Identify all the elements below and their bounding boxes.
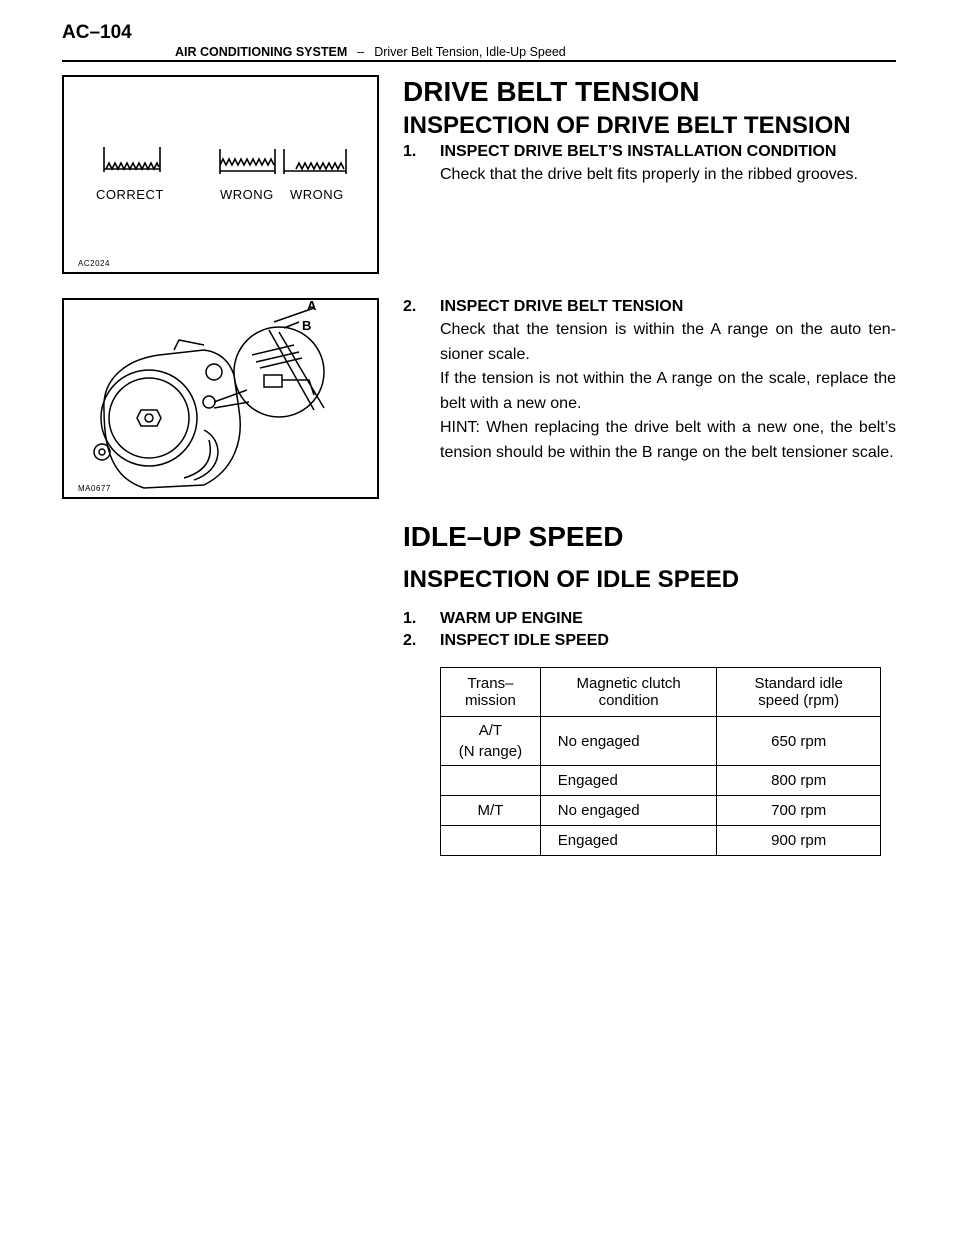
speed-cell: 700 rpm xyxy=(717,796,881,826)
step-title: INSPECT DRIVE BELT TENSION xyxy=(440,298,684,315)
step-number: 1. xyxy=(403,610,417,627)
tensioner-figure xyxy=(62,298,379,499)
speed-cell: 650 rpm xyxy=(717,717,881,766)
header-section: AIR CONDITIONING SYSTEM xyxy=(175,45,348,59)
condition-cell: No engaged xyxy=(540,717,717,766)
step-title: INSPECT DRIVE BELT’S INSTALLATION CONDITION xyxy=(440,143,837,160)
speed-cell: 900 rpm xyxy=(717,826,881,856)
column-header: Standard idle speed (rpm) xyxy=(717,668,881,717)
step-title: INSPECT IDLE SPEED xyxy=(440,632,609,649)
transmission-cell xyxy=(441,766,541,796)
header-rule xyxy=(62,60,896,62)
section-title: DRIVE BELT TENSION xyxy=(403,76,700,107)
step-text: Check that the drive belt fits properly in the ribbed grooves. xyxy=(440,166,858,183)
tensioner-illustration xyxy=(64,300,377,497)
idle-speed-table xyxy=(440,667,881,856)
table-row xyxy=(441,766,881,796)
condition-cell: Engaged xyxy=(540,826,717,856)
label-a: A xyxy=(307,298,317,313)
figure-code: AC2024 xyxy=(78,259,110,268)
section-subtitle: INSPECTION OF DRIVE BELT TENSION xyxy=(403,112,851,139)
page-code: AC–104 xyxy=(62,22,132,43)
paragraph: If the tension is not within the A range on the scale, replace the belt with a new one. xyxy=(440,370,896,412)
belt-installation-figure xyxy=(62,75,379,274)
label-wrong-2: WRONG xyxy=(290,187,344,202)
step-number: 2. xyxy=(403,632,417,649)
step-heading xyxy=(403,610,583,628)
transmission-cell: A/T (N range) xyxy=(441,717,541,766)
transmission-cell: M/T xyxy=(441,796,541,826)
label-correct: CORRECT xyxy=(96,187,164,202)
belt-ribs-illustration xyxy=(64,77,377,272)
figure-code: MA0677 xyxy=(78,484,111,493)
step-title: WARM UP ENGINE xyxy=(440,610,583,627)
hint-paragraph: HINT: When replacing the drive belt with a new one, the belt’s tension should be within the B range on the belt tensioner scale. xyxy=(440,419,896,461)
step-heading xyxy=(403,143,836,161)
table-row xyxy=(441,717,881,766)
label-b: B xyxy=(302,318,312,333)
table-header-row xyxy=(441,668,881,717)
running-header xyxy=(175,45,566,59)
column-header: Trans– mission xyxy=(441,668,541,717)
step-heading xyxy=(403,298,683,316)
section-title: IDLE–UP SPEED xyxy=(403,521,624,552)
header-subtitle: Driver Belt Tension, Idle-Up Speed xyxy=(374,45,566,59)
step-text xyxy=(440,318,896,465)
column-header: Magnetic clutch condition xyxy=(540,668,717,717)
table-row xyxy=(441,796,881,826)
header-separator: – xyxy=(357,45,365,59)
step-number: 2. xyxy=(403,298,417,315)
transmission-cell xyxy=(441,826,541,856)
step-heading xyxy=(403,632,609,650)
speed-cell: 800 rpm xyxy=(717,766,881,796)
condition-cell: No engaged xyxy=(540,796,717,826)
condition-cell: Engaged xyxy=(540,766,717,796)
step-number: 1. xyxy=(403,143,417,160)
label-wrong-1: WRONG xyxy=(220,187,274,202)
section-subtitle: INSPECTION OF IDLE SPEED xyxy=(403,566,740,593)
table-row xyxy=(441,826,881,856)
paragraph: Check that the tension is within the A range on the auto ten- sioner scale. xyxy=(440,321,896,363)
